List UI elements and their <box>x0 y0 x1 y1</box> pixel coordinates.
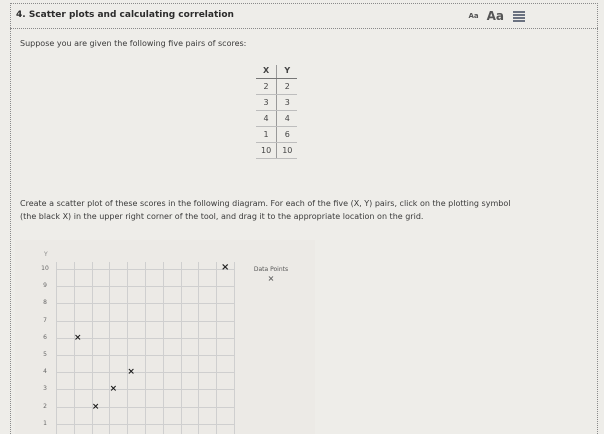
cell-x: 2 <box>256 79 277 95</box>
cell-y: 2 <box>277 79 298 95</box>
grid-line-vertical <box>163 262 164 434</box>
scores-table <box>256 65 297 159</box>
table-row <box>256 95 297 111</box>
grid-line-vertical <box>198 262 199 434</box>
plotting-symbol[interactable]: × <box>221 262 230 273</box>
scatter-point[interactable]: × <box>109 384 118 395</box>
header-divider <box>10 28 598 29</box>
data-points-legend[interactable] <box>250 266 292 283</box>
table-row <box>256 111 297 127</box>
question-title: 4. Scatter plots and calculating correlation <box>16 10 234 20</box>
y-tick-label: 7 <box>43 316 47 324</box>
table-row <box>256 79 297 95</box>
cell-x: 4 <box>256 111 277 127</box>
y-tick-label: 2 <box>43 402 47 410</box>
cell-x: 1 <box>256 127 277 143</box>
grid-line-vertical <box>145 262 146 434</box>
cell-y: 6 <box>277 127 298 143</box>
cell-y: 10 <box>277 143 298 159</box>
plot-grid[interactable] <box>56 262 234 434</box>
grid-line-vertical <box>127 262 128 434</box>
right-border <box>597 3 598 434</box>
y-tick-label: 5 <box>43 351 47 358</box>
y-tick-label: 1 <box>43 419 47 427</box>
y-tick-label: 4 <box>43 368 47 376</box>
y-axis-label: Y <box>44 251 48 258</box>
print-icon[interactable] <box>512 10 526 22</box>
cell-x: 10 <box>256 143 277 159</box>
y-tick-label: 3 <box>43 385 47 393</box>
font-decrease-button[interactable]: Aa <box>468 12 479 20</box>
scatter-point[interactable]: × <box>91 401 100 412</box>
grid-line-vertical <box>109 262 110 434</box>
data-points-symbol[interactable]: × <box>267 274 275 283</box>
grid-line-vertical <box>74 262 75 434</box>
font-increase-button[interactable]: Aa <box>486 9 504 23</box>
cell-x: 3 <box>256 95 277 111</box>
table-row <box>256 127 297 143</box>
table-row <box>256 143 297 159</box>
y-tick-label: 8 <box>43 299 47 307</box>
y-tick-label: 6 <box>43 333 47 341</box>
data-points-label: Data Points <box>253 266 289 273</box>
grid-line-vertical <box>181 262 182 434</box>
instructions-text: Create a scatter plot of these scores in the following diagram. For each of the five (X, Y) pairs, click on the plotting symbol (the black X) in the upper right corner of the tool, and drag it to the appropriate location on the grid. <box>20 199 511 221</box>
column-header-x: X <box>256 65 277 79</box>
grid-line-vertical <box>216 262 217 434</box>
cell-y: 3 <box>277 95 298 111</box>
top-border <box>10 3 598 4</box>
y-tick-label: 10 <box>41 265 49 272</box>
toolbar <box>468 9 526 23</box>
cell-y: 4 <box>277 111 298 127</box>
grid-line-vertical <box>234 262 235 434</box>
grid-line-vertical <box>56 262 57 434</box>
y-tick-label: 9 <box>43 282 47 290</box>
column-header-y: Y <box>277 65 298 79</box>
left-border <box>10 3 11 434</box>
prompt-text: Suppose you are given the following five pairs of scores: <box>20 39 247 48</box>
scatter-point[interactable]: × <box>74 332 82 343</box>
scatter-point[interactable]: × <box>127 367 135 378</box>
